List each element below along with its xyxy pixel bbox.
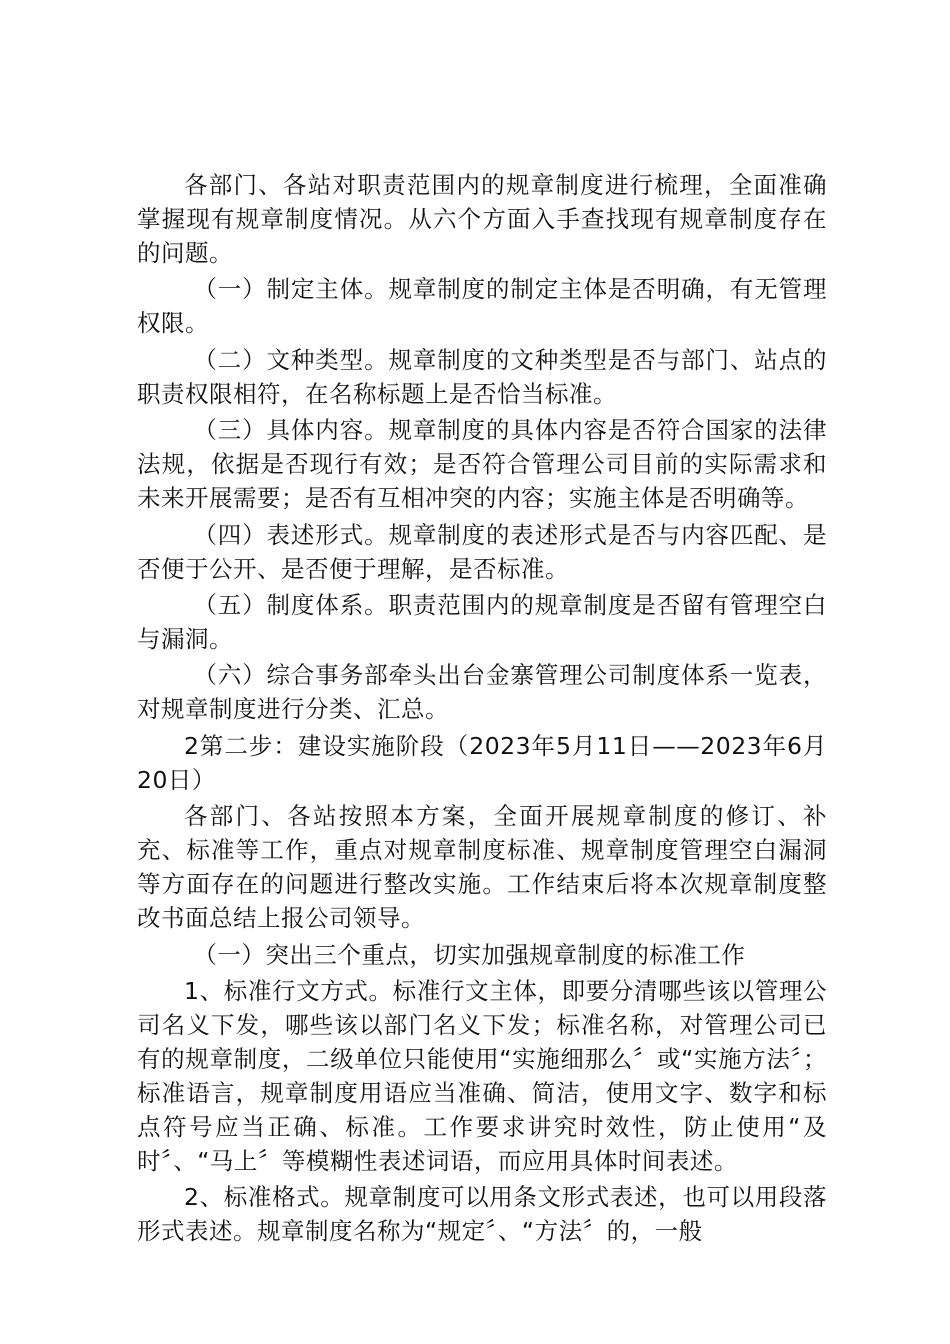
paragraph-item-6: （六）综合事务部牵头出台金寨管理公司制度体系一览表，对规章制度进行分类、汇总。 xyxy=(137,661,827,724)
paragraph-item-1: （一）制定主体。规章制度的制定主体是否明确，有无管理权限。 xyxy=(137,275,827,338)
paragraph-item-3: （三）具体内容。规章制度的具体内容是否符合国家的法律法规，依据是否现行有效；是否符合管理公司目前的实际需求和未来开展需要；是否有互相冲突的内容；实施主体是否明确等。 xyxy=(137,416,827,513)
paragraph-standard-writing: 1、标准行文方式。标准行文主体，即要分清哪些该以管理公司名义下发，哪些该以部门名义下发；标准名称，对管理公司已有的规章制度，二级单位只能使用“实施细那么〞或“实施方法〞；标准语言，规章制度用语应当准确、简洁，使用文字、数字和标点符号应当正确、标准。工作要求讲究时效性，防止使用“及时〞、“马上〞等模糊性表述词语，而应用具体时间表述。 xyxy=(137,976,827,1175)
paragraph-item-5: （五）制度体系。职责范围内的规章制度是否留有管理空白与漏洞。 xyxy=(137,590,827,653)
paragraph-step-2-intro: 各部门、各站按照本方案，全面开展规章制度的修订、补充、标准等工作，重点对规章制度标准、规章制度管理空白漏洞等方面存在的问题进行整改实施。工作结束后将本次规章制度整改书面总结上报公司领导。 xyxy=(137,802,827,933)
document-body xyxy=(137,168,827,1251)
paragraph-intro: 各部门、各站对职责范围内的规章制度进行梳理，全面准确掌握现有规章制度情况。从六个方面入手查找现有规章制度存在的问题。 xyxy=(137,171,827,267)
paragraph-item-2: （二）文种类型。规章制度的文种类型是否与部门、站点的职责权限相符，在名称标题上是否恰当标准。 xyxy=(137,345,827,408)
paragraph-standard-format: 2、标准格式。规章制度可以用条文形式表述，也可以用段落形式表述。规章制度名称为“规定〞、“方法〞的，一般 xyxy=(137,1183,827,1246)
paragraph-item-4: （四）表述形式。规章制度的表述形式是否与内容匹配、是否便于公开、是否便于理解，是否标准。 xyxy=(137,520,827,583)
subheading-focus-points: （一）突出三个重点，切实加强规章制度的标准工作 xyxy=(193,940,746,969)
section-heading-step-2: 2第二步：建设实施阶段（2023年5月11日——2023年6月20日） xyxy=(137,731,827,794)
